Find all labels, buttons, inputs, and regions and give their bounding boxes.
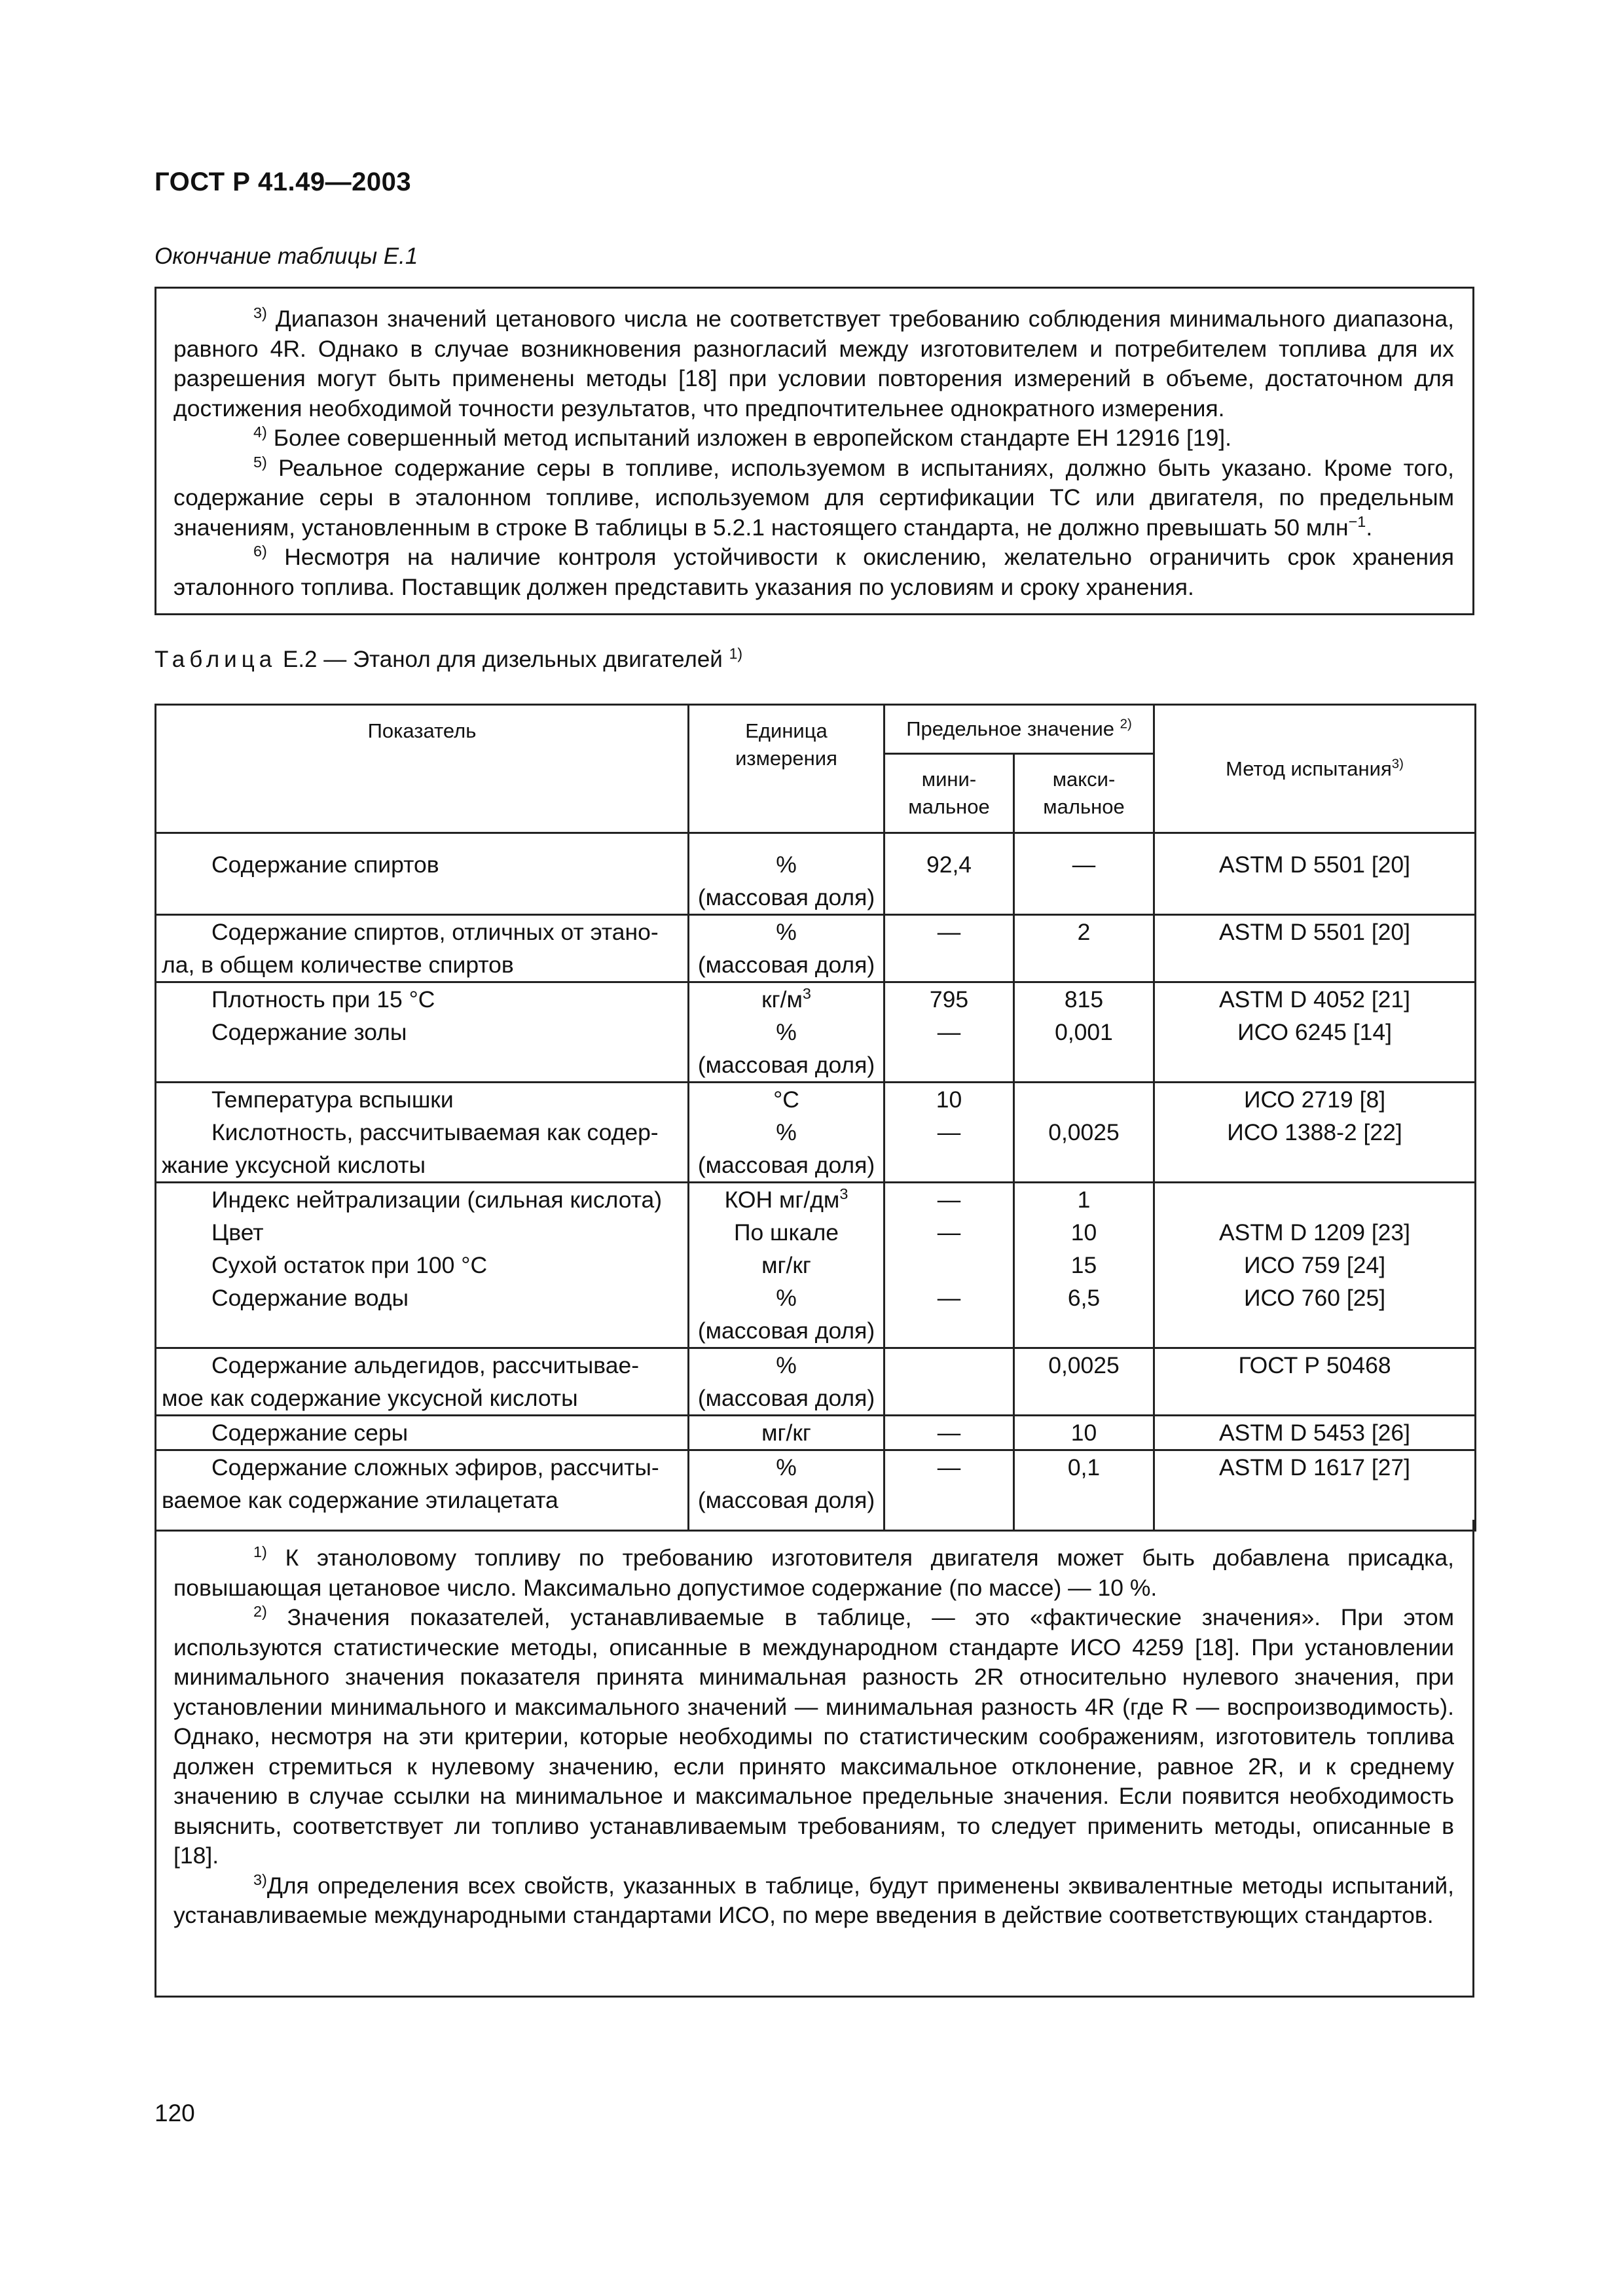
cell-min: —	[884, 1282, 1014, 1348]
cell-min	[884, 1249, 1014, 1282]
cell-max: 0,001	[1014, 1016, 1154, 1083]
cell-max: —	[1014, 833, 1154, 915]
header-unit: Единица измерения	[689, 705, 884, 833]
cell-method: ASTM D 1209 [23]	[1154, 1216, 1476, 1249]
header-min: мини-мальное	[884, 754, 1014, 833]
cell-min: —	[884, 1416, 1014, 1450]
cell-method: ИСО 2719 [8]	[1154, 1083, 1476, 1117]
cell-method: ИСО 760 [25]	[1154, 1282, 1476, 1348]
cell-unit: $кг/м^3$	[689, 982, 884, 1016]
cell-unit: % (массовая доля)	[689, 1016, 884, 1083]
table-e2-footnotes	[155, 1520, 1474, 1998]
cell-max	[1014, 1083, 1154, 1117]
cell-min: —	[884, 1216, 1014, 1249]
cell-method	[1154, 1183, 1476, 1217]
header-max: макси-мальное	[1014, 754, 1154, 833]
cell-method: ИСО 759 [24]	[1154, 1249, 1476, 1282]
table-row	[156, 1282, 1476, 1348]
footnote-3: $^{3)}$ Диапазон значений цетанового числа не соответствует требованию соблюдения минимального диапазона, равного 4R. Однако в случае возникновения разногласий между изготовителем и потребителем топлива для их разрешения могут быть применены методы [18] при условии повторения измерений в объеме, достаточном для достижения необходимой точности результатов, что предпочтительнее однократного измерения.	[173, 304, 1454, 422]
table-e2-caption: Таблица Е.2 — Этанол для дизельных двигателей $^{1)}$	[155, 645, 743, 672]
cell-unit: % (массовая доля)	[689, 1450, 884, 1531]
table-e1-notes	[155, 287, 1474, 615]
cell-min	[884, 1348, 1014, 1416]
table-row	[156, 915, 1476, 982]
footnote-4: $^{4)}$ Более совершенный метод испытаний изложен в европейском стандарте ЕН 12916 [19].	[253, 423, 1232, 451]
cell-unit: % (массовая доля)	[689, 915, 884, 982]
page-number: 120	[155, 2100, 195, 2126]
cell-max: 0,1	[1014, 1450, 1154, 1531]
cell-indicator: Содержание воды	[156, 1282, 689, 1348]
continuation-caption: Окончание таблицы Е.1	[155, 243, 418, 269]
document-code: ГОСТ Р 41.49—2003	[155, 168, 412, 196]
table-row	[156, 982, 1476, 1016]
cell-indicator: Содержание золы	[156, 1016, 689, 1083]
cell-method: ASTM D 4052 [21]	[1154, 982, 1476, 1016]
cell-indicator: Содержание спиртов, отличных от этано- ла, в общем количестве спиртов	[156, 915, 689, 982]
header-limit: Предельное значение $^{2)}$	[884, 705, 1154, 754]
cell-max: 10	[1014, 1416, 1154, 1450]
cell-indicator: Кислотность, рассчитываемая как содер- жание уксусной кислоты	[156, 1116, 689, 1183]
table-row	[156, 1216, 1476, 1249]
cell-indicator: Содержание альдегидов, рассчитывае- мое как содержание уксусной кислоты	[156, 1348, 689, 1416]
header-indicator: Показатель	[156, 705, 689, 833]
cell-indicator: Плотность при 15 °С	[156, 982, 689, 1016]
cell-unit: % (массовая доля)	[689, 1282, 884, 1348]
table-row	[156, 1450, 1476, 1531]
footnote-3: $^{3)}$Для определения всех свойств, указанных в таблице, будут применены эквивалентные методы испытаний, устанавливаемые международными стандартами ИСО, по мере введения в действие соответствующих стандартов.	[173, 1871, 1454, 1928]
cell-max: 0,0025	[1014, 1116, 1154, 1183]
cell-indicator: Содержание сложных эфиров, рассчиты- ваемое как содержание этилацетата	[156, 1450, 689, 1531]
table-row	[156, 1016, 1476, 1083]
table-row	[156, 1183, 1476, 1217]
table-row	[156, 1416, 1476, 1450]
cell-unit: % (массовая доля)	[689, 833, 884, 915]
cell-max: 15	[1014, 1249, 1154, 1282]
cell-method: ASTM D 5453 [26]	[1154, 1416, 1476, 1450]
cell-max: 0,0025	[1014, 1348, 1154, 1416]
footnote-6: $^{6)}$ Несмотря на наличие контроля устойчивости к окислению, желательно ограничить срок хранения эталонного топлива. Поставщик должен представить указания по условиям и сроку хранения.	[173, 543, 1455, 600]
cell-unit: % (массовая доля)	[689, 1116, 884, 1183]
cell-unit: % (массовая доля)	[689, 1348, 884, 1416]
cell-indicator: Содержание серы	[156, 1416, 689, 1450]
cell-method: ASTM D 5501 [20]	[1154, 915, 1476, 982]
cell-unit: мг/кг	[689, 1416, 884, 1450]
table-row	[156, 1249, 1476, 1282]
cell-min: —	[884, 1183, 1014, 1217]
table-row	[156, 833, 1476, 915]
table-e2	[155, 704, 1476, 1532]
cell-indicator: Цвет	[156, 1216, 689, 1249]
cell-method: ASTM D 1617 [27]	[1154, 1450, 1476, 1531]
cell-method: ASTM D 5501 [20]	[1154, 833, 1476, 915]
cell-min: 92,4	[884, 833, 1014, 915]
table-row	[156, 1083, 1476, 1117]
cell-method: ИСО 6245 [14]	[1154, 1016, 1476, 1083]
cell-min: 795	[884, 982, 1014, 1016]
table-row	[156, 1348, 1476, 1416]
cell-unit: КОН $мг/дм^3$	[689, 1183, 884, 1217]
cell-max: 6,5	[1014, 1282, 1154, 1348]
cell-method: ИСО 1388-2 [22]	[1154, 1116, 1476, 1183]
cell-unit: °С	[689, 1083, 884, 1117]
cell-method: ГОСТ Р 50468	[1154, 1348, 1476, 1416]
cell-min: —	[884, 915, 1014, 982]
cell-max: 1	[1014, 1183, 1154, 1217]
cell-max: 815	[1014, 982, 1154, 1016]
cell-min: —	[884, 1116, 1014, 1183]
table-row	[156, 1116, 1476, 1183]
cell-max: 10	[1014, 1216, 1154, 1249]
cell-min: —	[884, 1450, 1014, 1531]
footnote-2: $^{2)}$ Значения показателей, устанавливаемые в таблице, — это «фактические значения». При этом используются статистические методы, описанные в международном стандарте ИСО 4259 [18]. При установлении минимального значения показателя принята минимальная разность 2R относительно нулевого значения, при установлении минимального и максимального значений — минимальная разность 4R (где R — воспроизводимость). Однако, несмотря на эти критерии, которые необходимы по статистическим соображениям, изготовитель топлива должен стремиться к нулевому значению, если принято максимальное отклонение, равное 2R, и к среднему значению в случае ссылки на минимальное и максимальное предельные значения. Если появится необходимость выяснить, соответствует ли топливо устанавливаемым требованиям, то следует применить методы, описанные в [18].	[173, 1603, 1454, 1869]
footnote-1: $^{1)}$ К этаноловому топливу по требованию изготовителя двигателя может быть добавлена присадка, повышающая цетановое число. Максимально допустимое содержание (по массе) — 10 %.	[173, 1543, 1454, 1601]
cell-indicator: Температура вспышки	[156, 1083, 689, 1117]
cell-unit: мг/кг	[689, 1249, 884, 1282]
cell-min: 10	[884, 1083, 1014, 1117]
cell-indicator: Индекс нейтрализации (сильная кислота)	[156, 1183, 689, 1217]
cell-indicator: Содержание спиртов	[156, 833, 689, 915]
cell-unit: По шкале	[689, 1216, 884, 1249]
footnote-5: $^{5)}$ Реальное содержание серы в топливе, используемом в испытаниях, должно быть указано. Кроме того, содержание серы в эталонном топливе, используемом для сертификации ТС или двигателя, по предельным значениям, установленным в строке В таблицы в 5.2.1 настоящего стандарта, не должно превышать 50 млн$^{-1}$.	[173, 453, 1454, 541]
cell-max: 2	[1014, 915, 1154, 982]
cell-indicator: Сухой остаток при 100 °С	[156, 1249, 689, 1282]
header-method: Метод испытания$^{3)}$	[1154, 705, 1476, 833]
cell-min: —	[884, 1016, 1014, 1083]
